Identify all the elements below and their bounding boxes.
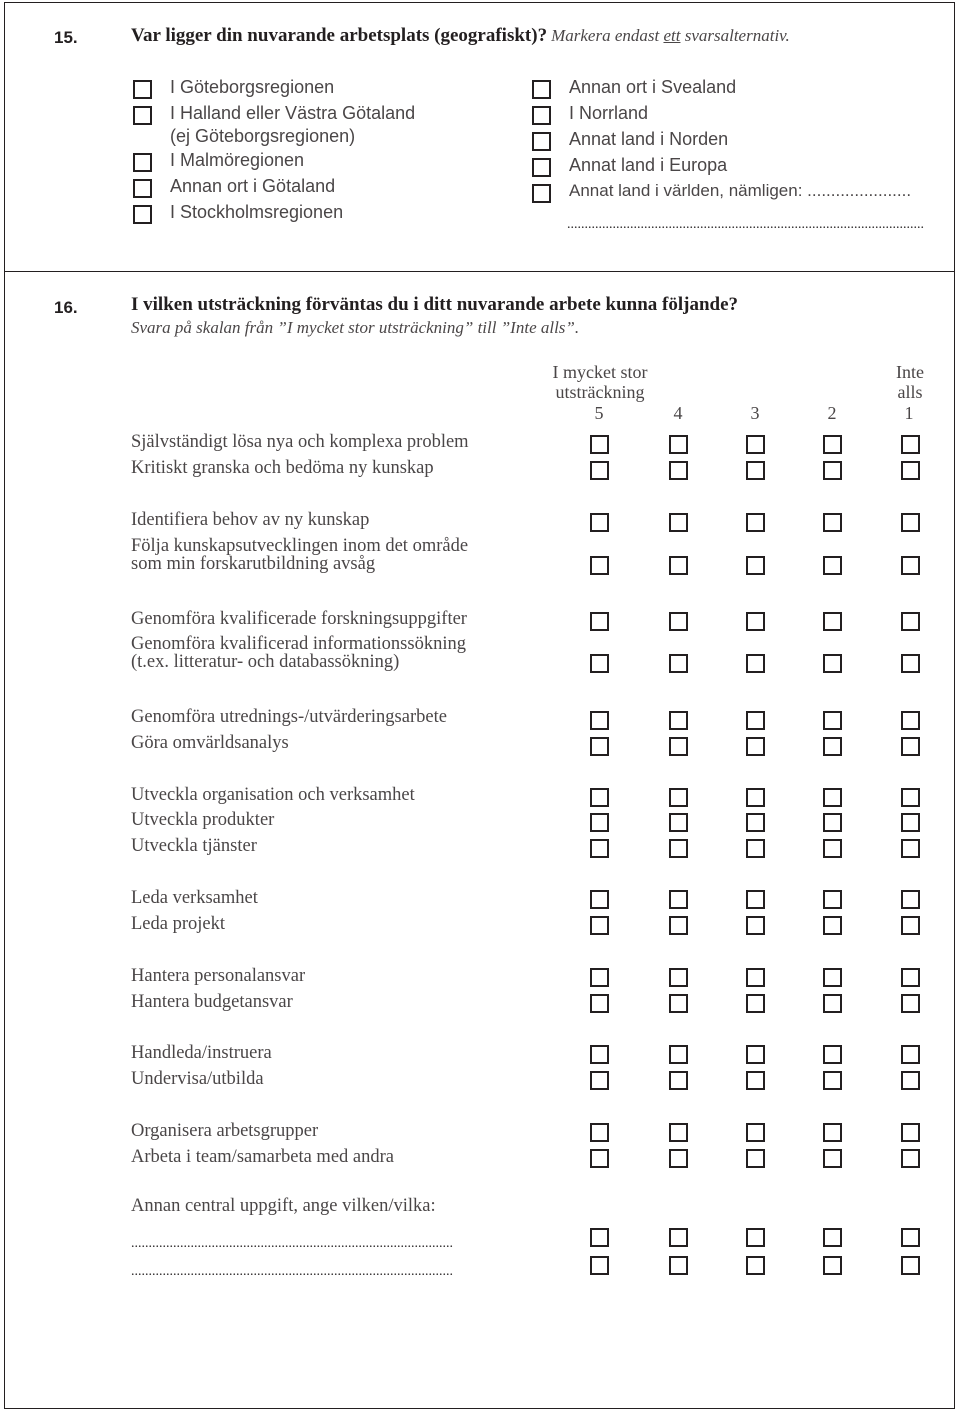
likert-checkbox-row1-scale1[interactable] bbox=[901, 435, 920, 454]
q15-checkbox-varlden[interactable] bbox=[532, 184, 551, 203]
likert-checkbox-row13-scale3[interactable] bbox=[746, 916, 765, 935]
likert-checkbox-row4-scale4[interactable] bbox=[669, 556, 688, 575]
likert-checkbox-row8-scale5[interactable] bbox=[590, 737, 609, 756]
likert-checkbox-row4-scale5[interactable] bbox=[590, 556, 609, 575]
likert-checkbox-row11-scale2[interactable] bbox=[823, 839, 842, 858]
q15-checkbox-halland[interactable] bbox=[133, 106, 152, 125]
likert-checkbox-row12-scale2[interactable] bbox=[823, 890, 842, 909]
likert-checkbox-row16-scale3[interactable] bbox=[746, 1045, 765, 1064]
q16-item-label: (t.ex. litteratur- och databassökning) bbox=[131, 652, 400, 672]
q16-other-fill-line[interactable]: ............................................................................................ bbox=[131, 1236, 453, 1251]
q16-item-label: som min forskarutbildning avsåg bbox=[131, 554, 376, 574]
likert-checkbox-row19-scale3[interactable] bbox=[746, 1149, 765, 1168]
likert-checkbox-row10-scale5[interactable] bbox=[590, 813, 609, 832]
likert-checkbox-row9-scale2[interactable] bbox=[823, 788, 842, 807]
likert-checkbox-row12-scale4[interactable] bbox=[669, 890, 688, 909]
likert-checkbox-row21-scale5[interactable] bbox=[590, 1256, 609, 1275]
q15-option-label: I Halland eller Västra Götaland bbox=[170, 103, 416, 123]
scale-number: 2 bbox=[827, 403, 837, 423]
q16-item-label: Utveckla produkter bbox=[131, 810, 275, 830]
likert-checkbox-row2-scale3[interactable] bbox=[746, 461, 765, 480]
q15-option-label: I Norrland bbox=[569, 103, 649, 123]
q16-item-label: Undervisa/utbilda bbox=[131, 1069, 264, 1089]
q16-item-label: Genomföra kvalificerade forskningsuppgifter bbox=[131, 609, 467, 629]
likert-checkbox-row2-scale2[interactable] bbox=[823, 461, 842, 480]
likert-checkbox-row17-scale1[interactable] bbox=[901, 1071, 920, 1090]
q15-option-label: I Göteborgsregionen bbox=[170, 77, 335, 97]
scale-low-label: Inte alls bbox=[896, 362, 924, 402]
q15-other-fill-line[interactable]: ...................................................................................................... bbox=[567, 217, 924, 232]
q15-checkbox-svealand[interactable] bbox=[532, 80, 551, 99]
likert-checkbox-row14-scale5[interactable] bbox=[590, 968, 609, 987]
q16-item-label: Leda verksamhet bbox=[131, 888, 258, 908]
likert-checkbox-row15-scale4[interactable] bbox=[669, 994, 688, 1013]
q16-item-label: Hantera personalansvar bbox=[131, 966, 306, 986]
likert-checkbox-row21-scale3[interactable] bbox=[746, 1256, 765, 1275]
likert-checkbox-row10-scale1[interactable] bbox=[901, 813, 920, 832]
likert-checkbox-row8-scale2[interactable] bbox=[823, 737, 842, 756]
likert-checkbox-row15-scale1[interactable] bbox=[901, 994, 920, 1013]
likert-checkbox-row3-scale3[interactable] bbox=[746, 513, 765, 532]
likert-checkbox-row14-scale2[interactable] bbox=[823, 968, 842, 987]
likert-checkbox-row20-scale2[interactable] bbox=[823, 1228, 842, 1247]
likert-checkbox-row13-scale2[interactable] bbox=[823, 916, 842, 935]
q16-item-label: Arbeta i team/samarbeta med andra bbox=[131, 1147, 394, 1167]
likert-checkbox-row19-scale4[interactable] bbox=[669, 1149, 688, 1168]
q16-other-fill-line[interactable]: ............................................................................................ bbox=[131, 1264, 453, 1279]
likert-checkbox-row17-scale2[interactable] bbox=[823, 1071, 842, 1090]
q15-option-label: Annan ort i Götaland bbox=[170, 176, 336, 196]
likert-checkbox-row18-scale2[interactable] bbox=[823, 1123, 842, 1142]
likert-checkbox-row6-scale1[interactable] bbox=[901, 654, 920, 673]
likert-checkbox-row1-scale5[interactable] bbox=[590, 435, 609, 454]
likert-checkbox-row1-scale3[interactable] bbox=[746, 435, 765, 454]
likert-checkbox-row5-scale5[interactable] bbox=[590, 612, 609, 631]
q16-item-label: Hantera budgetansvar bbox=[131, 992, 293, 1012]
scale-number: 3 bbox=[750, 403, 760, 423]
likert-checkbox-row16-scale1[interactable] bbox=[901, 1045, 920, 1064]
likert-checkbox-row19-scale2[interactable] bbox=[823, 1149, 842, 1168]
likert-checkbox-row11-scale1[interactable] bbox=[901, 839, 920, 858]
likert-checkbox-row8-scale1[interactable] bbox=[901, 737, 920, 756]
q16-item-label: Genomföra utrednings-/utvärderingsarbete bbox=[131, 707, 447, 727]
likert-checkbox-row21-scale2[interactable] bbox=[823, 1256, 842, 1275]
likert-checkbox-row11-scale5[interactable] bbox=[590, 839, 609, 858]
q15-option-label: Annat land i Europa bbox=[569, 155, 728, 175]
q16-item-label: Följa kunskapsutvecklingen inom det område bbox=[131, 536, 469, 556]
likert-checkbox-row4-scale3[interactable] bbox=[746, 556, 765, 575]
likert-checkbox-row14-scale4[interactable] bbox=[669, 968, 688, 987]
likert-checkbox-row10-scale2[interactable] bbox=[823, 813, 842, 832]
likert-checkbox-row14-scale3[interactable] bbox=[746, 968, 765, 987]
likert-checkbox-row15-scale2[interactable] bbox=[823, 994, 842, 1013]
q16-item-label: Organisera arbetsgrupper bbox=[131, 1121, 319, 1141]
q16-item-label: Annan central uppgift, ange vilken/vilka: bbox=[131, 1196, 436, 1216]
likert-checkbox-row17-scale5[interactable] bbox=[590, 1071, 609, 1090]
q15-checkbox-malmo[interactable] bbox=[133, 153, 152, 172]
likert-checkbox-row7-scale5[interactable] bbox=[590, 711, 609, 730]
q15-option-label: Annan ort i Svealand bbox=[569, 77, 737, 97]
likert-checkbox-row4-scale1[interactable] bbox=[901, 556, 920, 575]
q16-item-label: Kritiskt granska och bedöma ny kunskap bbox=[131, 458, 434, 478]
likert-checkbox-row5-scale4[interactable] bbox=[669, 612, 688, 631]
q15-checkbox-stockholm[interactable] bbox=[133, 205, 152, 224]
likert-checkbox-row20-scale1[interactable] bbox=[901, 1228, 920, 1247]
likert-checkbox-row8-scale4[interactable] bbox=[669, 737, 688, 756]
likert-checkbox-row12-scale5[interactable] bbox=[590, 890, 609, 909]
q15-option-label: I Malmöregionen bbox=[170, 150, 305, 170]
likert-checkbox-row13-scale1[interactable] bbox=[901, 916, 920, 935]
likert-checkbox-row9-scale5[interactable] bbox=[590, 788, 609, 807]
likert-checkbox-row19-scale1[interactable] bbox=[901, 1149, 920, 1168]
likert-checkbox-row16-scale4[interactable] bbox=[669, 1045, 688, 1064]
likert-checkbox-row20-scale3[interactable] bbox=[746, 1228, 765, 1247]
q16-item-label: Identifiera behov av ny kunskap bbox=[131, 510, 370, 530]
likert-checkbox-row19-scale5[interactable] bbox=[590, 1149, 609, 1168]
likert-checkbox-row5-scale3[interactable] bbox=[746, 612, 765, 631]
likert-checkbox-row10-scale4[interactable] bbox=[669, 813, 688, 832]
likert-checkbox-row11-scale3[interactable] bbox=[746, 839, 765, 858]
q15-checkbox-norrland[interactable] bbox=[532, 106, 551, 125]
likert-checkbox-row6-scale2[interactable] bbox=[823, 654, 842, 673]
likert-checkbox-row17-scale3[interactable] bbox=[746, 1071, 765, 1090]
likert-checkbox-row1-scale4[interactable] bbox=[669, 435, 688, 454]
likert-checkbox-row18-scale4[interactable] bbox=[669, 1123, 688, 1142]
likert-checkbox-row5-scale2[interactable] bbox=[823, 612, 842, 631]
likert-checkbox-row11-scale4[interactable] bbox=[669, 839, 688, 858]
likert-checkbox-row2-scale1[interactable] bbox=[901, 461, 920, 480]
likert-checkbox-row13-scale5[interactable] bbox=[590, 916, 609, 935]
likert-checkbox-row14-scale1[interactable] bbox=[901, 968, 920, 987]
q15-checkbox-goteborg[interactable] bbox=[133, 80, 152, 99]
q15-option-label: Annat land i Norden bbox=[569, 129, 729, 149]
likert-checkbox-row2-scale4[interactable] bbox=[669, 461, 688, 480]
likert-checkbox-row6-scale4[interactable] bbox=[669, 654, 688, 673]
scale-number: 1 bbox=[904, 403, 914, 423]
q16-instruction: Svara på skalan från ”I mycket stor utsträckning” till ”Inte alls”. bbox=[131, 318, 580, 337]
likert-checkbox-row6-scale5[interactable] bbox=[590, 654, 609, 673]
likert-checkbox-row1-scale2[interactable] bbox=[823, 435, 842, 454]
q15-heading bbox=[131, 25, 790, 47]
likert-checkbox-row12-scale3[interactable] bbox=[746, 890, 765, 909]
likert-checkbox-row12-scale1[interactable] bbox=[901, 890, 920, 909]
q16-item-label: Handleda/instruera bbox=[131, 1043, 272, 1063]
likert-checkbox-row9-scale3[interactable] bbox=[746, 788, 765, 807]
likert-checkbox-row13-scale4[interactable] bbox=[669, 916, 688, 935]
likert-checkbox-row5-scale1[interactable] bbox=[901, 612, 920, 631]
q15-checkbox-gotaland[interactable] bbox=[133, 179, 152, 198]
q16-item-label: Utveckla tjänster bbox=[131, 836, 257, 856]
likert-checkbox-row15-scale5[interactable] bbox=[590, 994, 609, 1013]
q15-question: Var ligger din nuvarande arbetsplats (geografiskt)? bbox=[131, 25, 548, 46]
likert-checkbox-row3-scale2[interactable] bbox=[823, 513, 842, 532]
likert-checkbox-row7-scale3[interactable] bbox=[746, 711, 765, 730]
likert-checkbox-row18-scale1[interactable] bbox=[901, 1123, 920, 1142]
q15-instruction: Markera endast ett svarsalternativ. bbox=[551, 26, 790, 45]
q15-option-label: I Stockholmsregionen bbox=[170, 202, 344, 222]
section-divider bbox=[5, 271, 954, 272]
q15-checkbox-europa[interactable] bbox=[532, 158, 551, 177]
likert-checkbox-row9-scale4[interactable] bbox=[669, 788, 688, 807]
q16-item-label: Genomföra kvalificerad informationssökning bbox=[131, 634, 466, 654]
likert-checkbox-row4-scale2[interactable] bbox=[823, 556, 842, 575]
q16-number: 16. bbox=[54, 298, 78, 317]
likert-checkbox-row21-scale4[interactable] bbox=[669, 1256, 688, 1275]
q15-option-label: (ej Göteborgsregionen) bbox=[170, 126, 356, 146]
q15-option-label: Annat land i världen, nämligen: ...................... bbox=[569, 181, 912, 200]
likert-checkbox-row6-scale3[interactable] bbox=[746, 654, 765, 673]
likert-checkbox-row7-scale2[interactable] bbox=[823, 711, 842, 730]
scale-high-label: I mycket stor utsträckning bbox=[552, 362, 648, 402]
q16-item-label: Självständigt lösa nya och komplexa problem bbox=[131, 432, 469, 452]
likert-checkbox-row10-scale3[interactable] bbox=[746, 813, 765, 832]
likert-checkbox-row17-scale4[interactable] bbox=[669, 1071, 688, 1090]
likert-checkbox-row20-scale5[interactable] bbox=[590, 1228, 609, 1247]
likert-checkbox-row16-scale5[interactable] bbox=[590, 1045, 609, 1064]
likert-checkbox-row3-scale5[interactable] bbox=[590, 513, 609, 532]
likert-checkbox-row3-scale1[interactable] bbox=[901, 513, 920, 532]
scale-number: 4 bbox=[673, 403, 683, 423]
likert-checkbox-row15-scale3[interactable] bbox=[746, 994, 765, 1013]
likert-checkbox-row21-scale1[interactable] bbox=[901, 1256, 920, 1275]
likert-checkbox-row3-scale4[interactable] bbox=[669, 513, 688, 532]
likert-checkbox-row20-scale4[interactable] bbox=[669, 1228, 688, 1247]
scale-number: 5 bbox=[594, 403, 604, 423]
likert-checkbox-row18-scale5[interactable] bbox=[590, 1123, 609, 1142]
likert-checkbox-row8-scale3[interactable] bbox=[746, 737, 765, 756]
likert-checkbox-row2-scale5[interactable] bbox=[590, 461, 609, 480]
likert-checkbox-row16-scale2[interactable] bbox=[823, 1045, 842, 1064]
q16-item-label: Utveckla organisation och verksamhet bbox=[131, 785, 415, 805]
likert-checkbox-row9-scale1[interactable] bbox=[901, 788, 920, 807]
likert-checkbox-row18-scale3[interactable] bbox=[746, 1123, 765, 1142]
likert-checkbox-row7-scale1[interactable] bbox=[901, 711, 920, 730]
q16-item-label: Göra omvärldsanalys bbox=[131, 733, 289, 753]
q16-question: I vilken utsträckning förväntas du i ditt nuvarande arbete kunna följande? bbox=[131, 294, 739, 315]
likert-checkbox-row7-scale4[interactable] bbox=[669, 711, 688, 730]
q15-number: 15. bbox=[54, 28, 78, 47]
q15-checkbox-norden[interactable] bbox=[532, 132, 551, 151]
q16-item-label: Leda projekt bbox=[131, 914, 225, 934]
